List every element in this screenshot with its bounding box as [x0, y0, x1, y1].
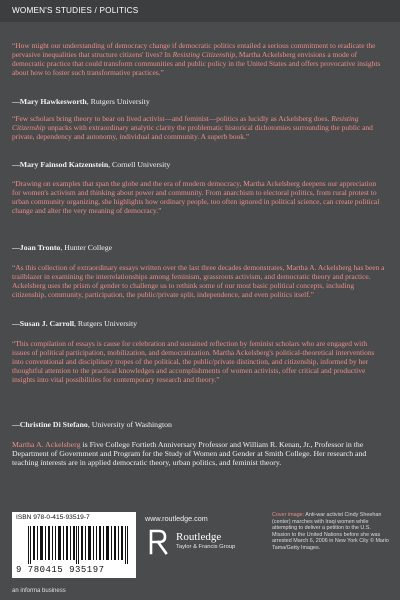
bio-text: is Five College Fortieth Anniversary Professor and William R. Kenan, Jr., Professor in the Department of Government and Program for the Study of Women and Gender at Smith College. Her research and teaching interests are in applied democratic theory, urban politics, and feminist theory. [12, 440, 367, 468]
author-bio [12, 440, 390, 468]
endorsement-quote [12, 115, 386, 142]
endorsement-quote [12, 180, 386, 216]
publisher-url[interactable]: www.routledge.com [145, 514, 208, 523]
isbn-digits: 9 780415 935197 [16, 565, 105, 575]
endorser-name: —Susan J. Carroll [12, 319, 75, 328]
endorsement-quote [12, 264, 386, 300]
credit-label: Cover image: [272, 512, 305, 518]
top-band [0, 0, 400, 22]
isbn-barcode [12, 512, 136, 578]
book-title: Resisting Citizenship [172, 49, 236, 59]
endorser-name: —Mary Hawkesworth [12, 97, 87, 106]
publisher-name: Routledge [176, 531, 222, 543]
endorser-affiliation: , Hunter College [60, 243, 113, 252]
informa-footer: an informa business [12, 588, 66, 594]
quote-text: “How might our understanding of democracy change if democratic politics entailed a serious commitment to eradicate the pervasive inequalities that structure citizens' lives? In [12, 41, 376, 59]
cover-image-credit [272, 512, 390, 552]
credit-text: Anti-war activist Cindy Sheehan (center) marches with Iraqi women while attempting to deliver a petition to the U.S. Mission to the United Nations before she was arrested March 6, 2006 in New York City © Mario Tama/Getty Images. [272, 512, 389, 551]
endorsement-attribution [12, 319, 386, 328]
quote-text: “Few scholars bring theory to bear on lived activist—and feminist—politics as lucidly as Ackelsberg does. [12, 114, 332, 123]
endorser-affiliation: , Rutgers University [86, 97, 150, 106]
publisher-subline: Taylor & Francis Group [176, 544, 236, 550]
quote-text: unpacks with extraordinary analytic clarity the problematic historical dichotomies surrounding the public and private, dependency and autonomy, individual and community. A superb book.” [12, 122, 373, 141]
category-label: WOMEN'S STUDIES / POLITICS [12, 6, 139, 15]
endorsement-attribution [12, 97, 386, 106]
endorser-affiliation: , Cornell University [108, 160, 171, 169]
endorser-name: —Joan Tronto [12, 243, 61, 252]
endorser-name: —Mary Fainsod Katzenstein [12, 160, 109, 169]
barcode-bars [28, 526, 128, 564]
quote-text: “Drawing on examples that span the globe and the era of modern democracy, Martha Ackelsberg deepens our appreciation for women's activism and thinking about power and community. From anarchism to electoral politics, from rural protest to urban community organizing, she highlights how ordinary people, too often ignored in political science, can create political change and alter the very meaning of democracy.” [12, 179, 380, 215]
endorsement-quote [12, 340, 386, 385]
endorsement-attribution [12, 160, 386, 169]
quote-text: “This compilation of essays is cause for celebration and sustained reflection by feminist scholars who are engaged with issues of political participation, mobilization, and democratization. Martha Ackelsberg's political-theoretical interventions into conventional and disciplinary tropes of the political, the public/private distinction, and citizenship, informed by her thoughtful attention to the practical knowledges and accomplishments of women activists, offer critical and productive insights into vital possibilities for contemporary research and theory.” [12, 339, 375, 384]
endorsement-attribution [12, 420, 386, 429]
endorser-affiliation: , University of Washington [87, 420, 172, 429]
endorser-affiliation: , Rutgers University [74, 319, 138, 328]
endorsement-attribution [12, 243, 386, 252]
routledge-logo-icon [145, 528, 171, 556]
book-title: Resisting Citizenship [12, 114, 359, 132]
isbn-label: ISBN 978-0-415-93519-7 [16, 514, 90, 521]
quote-text: , Martha Ackelsberg envisions a mode of democratic practice that could transform communities and public policy in the United States and offers provocative insights about how to foster such transformative practices.” [12, 49, 381, 77]
author-name: Martha A. Ackelsberg [12, 440, 81, 449]
endorsement-quote [12, 42, 386, 78]
endorser-name: —Christine Di Stefano [12, 420, 88, 429]
quote-text: “As this collection of extraordinary essays written over the last three decades demonstrates, Martha A. Ackelsberg has been a trailblazer in examining the interrelationships among feminism, grassroots activism, and democratic theory and practice. Ackelsberg uses the prism of gender to challenge us to rethink some of our most basic political concepts, including citizenship, community, participation, the public/private split, independence, and even politics itself.” [12, 263, 385, 299]
